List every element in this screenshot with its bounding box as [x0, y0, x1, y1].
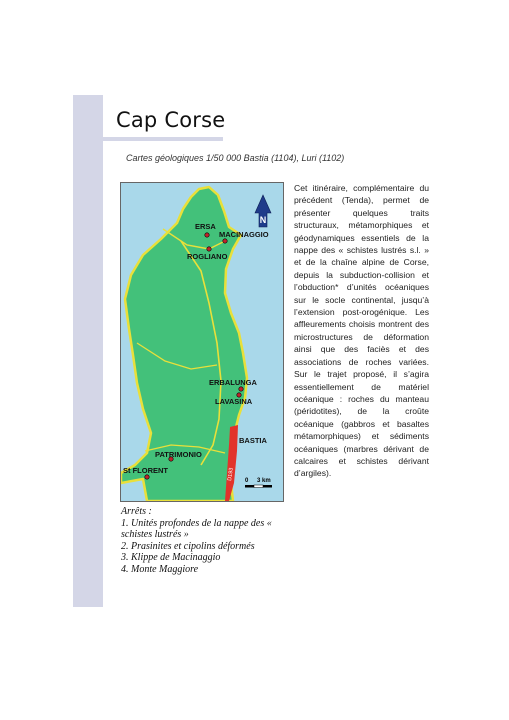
- title-underline: [103, 137, 223, 141]
- town-label: MACINAGGIO: [219, 230, 269, 239]
- town-label: LAVASINA: [215, 397, 253, 406]
- town-marker-ersa: [205, 233, 209, 237]
- stop-item: 3. Klippe de Macinaggio: [121, 552, 221, 563]
- town-marker-rogliano: [207, 247, 211, 251]
- town-label: PATRIMONIO: [155, 450, 202, 459]
- page-title: Cap Corse: [116, 108, 226, 132]
- town-label: ROGLIANO: [187, 252, 228, 261]
- cap-corse-map: [120, 182, 284, 502]
- stops-heading: Arrêts :: [121, 506, 152, 517]
- road-number-label: D193: [227, 467, 235, 482]
- stop-item: 1. Unités profondes de la nappe des « schistes lustrés »: [121, 517, 272, 540]
- itinerary-description: Cet itinéraire, complémentaire du précédent (Tenda), permet de présenter quelques traits structuraux, métamorphiques et géodynamiques essentiels de la nappe des « schistes lustrés s.l. » et de la chaîne alpine de Corse, depuis la subduction-collision et l’obduction* d’unités océaniques sur le socle continental, jusqu’à l’extension post-orogénique. Les affleurements choisis montrent des microstructures de déformation ainsi que des faciès et des associations de roches variées. Sur le trajet proposé, il s’agira essentiellement de matériel océanique : roches du manteau (péridotites), de la croûte océanique (gabbros et basaltes métamorphiques) et sédiments océaniques (marbres dérivant de calcaires et schistes dérivant d’argiles).: [294, 183, 429, 479]
- svg-text:N: N: [259, 215, 267, 225]
- town-label: BASTIA: [239, 436, 267, 445]
- town-label: St FLORENT: [123, 466, 168, 475]
- stop-item: 4. Monte Maggiore: [121, 563, 199, 575]
- svg-text:3 km: 3 km: [257, 478, 271, 484]
- side-band: [73, 95, 103, 607]
- town-marker-st-florent: [145, 475, 149, 479]
- town-label: ERSA: [195, 222, 216, 231]
- map-svg: [121, 183, 283, 501]
- town-label: ERBALUNGA: [209, 378, 257, 387]
- stops-list: [121, 506, 296, 575]
- map-references: Cartes géologiques 1/50 000 Bastia (1104), Luri (1102): [126, 153, 345, 163]
- stop-item: 2. Prasinites et cipolins déformés: [121, 540, 255, 552]
- town-marker-macinaggio: [223, 239, 227, 243]
- town-marker-erbalunga: [239, 387, 243, 391]
- svg-text:0: 0: [245, 478, 249, 484]
